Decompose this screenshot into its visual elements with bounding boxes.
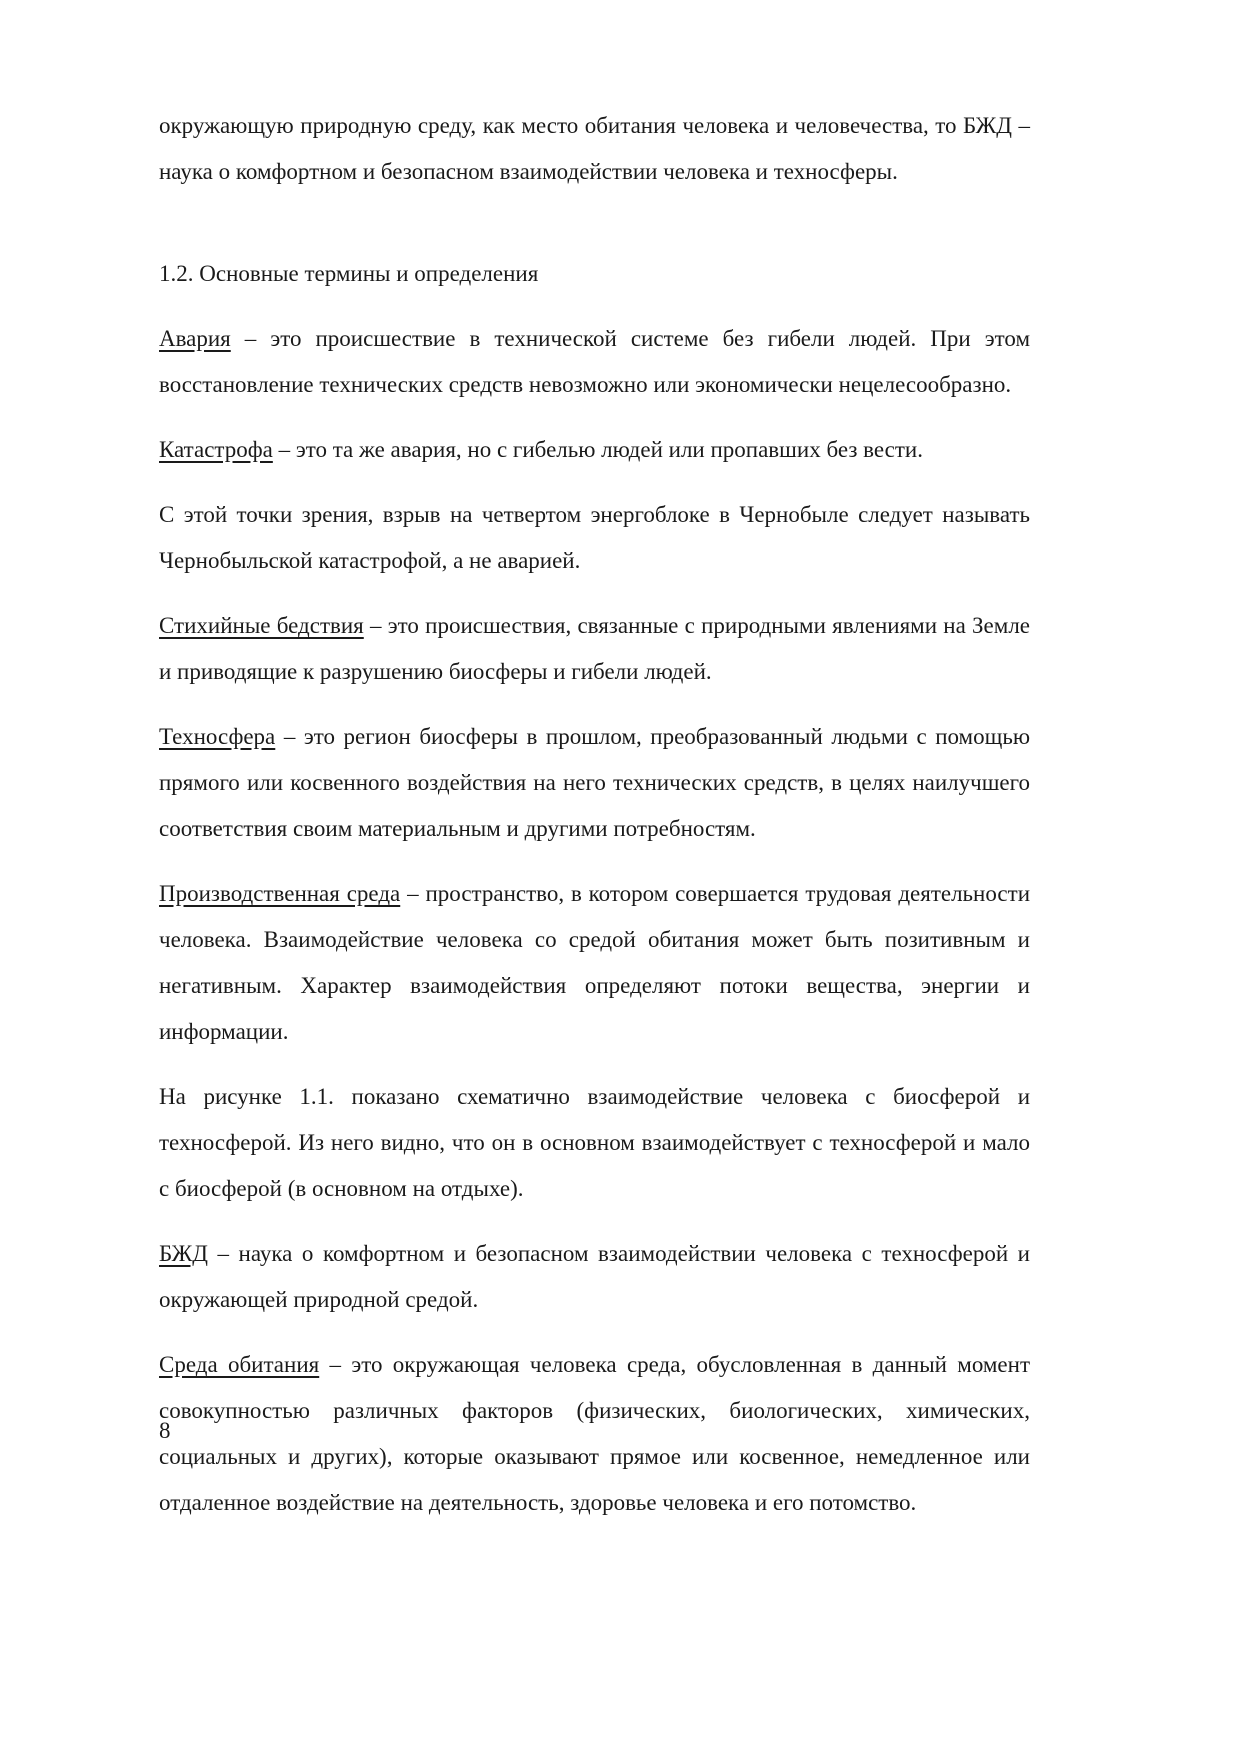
term-underlined: Авария — [159, 326, 231, 351]
intro-text: окружающую природную среду, как место обитания человека и человечества, то БЖД – наука о комфортном и безопасном взаимодействии человека и техносферы. — [159, 113, 1030, 184]
paragraph-stihiynye-bedstviya — [159, 603, 1030, 695]
paragraph-text: – это регион биосферы в прошлом, преобразованный людьми с помощью прямого или косвенного воздействия на него технических средств, в целях наилучшего соответствия своим материальным и другими потребностям. — [159, 724, 1030, 841]
term-underlined: Катастрофа — [159, 437, 273, 462]
paragraph-text: На рисунке 1.1. показано схематично взаимодействие человека с биосферой и техносферой. Из него видно, что он в основном взаимодействует с техносферой и мало с биосферой (в основном на отдыхе). — [159, 1084, 1030, 1201]
paragraph-sreda-obitaniya — [159, 1342, 1030, 1526]
paragraph-bzhd — [159, 1231, 1030, 1323]
term-underlined: БЖД — [159, 1241, 208, 1266]
paragraph-tehnosfera — [159, 714, 1030, 852]
term-underlined: Производственная среда — [159, 881, 401, 906]
paragraph-text: – это та же авария, но с гибелью людей или пропавших без вести. — [272, 437, 923, 462]
paragraph-katastrofa — [159, 427, 1030, 473]
term-underlined: Стихийные бедствия — [159, 613, 364, 638]
paragraph-avaria — [159, 316, 1030, 408]
paragraph-text: – это происшествия, связанные с природными явлениями на Земле и приводящие к разрушению биосферы и гибели людей. — [159, 613, 1031, 684]
paragraph-text: – наука о комфортном и безопасном взаимодействии человека с техносферой и окружающей природной средой. — [159, 1241, 1030, 1312]
paragraph-text: – пространство, в котором совершается трудовая деятельности человека. Взаимодействие человека со средой обитания может быть позитивным и негативным. Характер взаимодействия определяют потоки вещества, энергии и информации. — [159, 881, 1030, 1044]
intro-paragraph — [159, 103, 1030, 195]
paragraph-risunok — [159, 1074, 1030, 1212]
term-underlined: Техносфера — [159, 724, 276, 749]
page-number: 8 — [159, 1418, 171, 1443]
paragraph-text: – это окружающая человека среда, обусловленная в данный момент совокупностью различных факторов (физических, биологических, химических, социальных и других), которые оказывают прямое или косвенное, немедленное или отдаленное воздействие на деятельность, здоровье человека и его потомство. — [159, 1352, 1031, 1515]
paragraph-text: С этой точки зрения, взрыв на четвертом энергоблоке в Чернобыле следует называть Чернобыльской катастрофой, а не аварией. — [159, 502, 1030, 573]
paragraph-chernobyl — [159, 492, 1030, 584]
term-underlined: Среда обитания — [159, 1352, 320, 1377]
paragraph-text: – это происшествие в технической системе без гибели людей. При этом восстановление технических средств невозможно или экономически нецелесообразно. — [159, 326, 1030, 397]
section-heading: 1.2. Основные термины и определения — [159, 261, 539, 286]
paragraph-proizvodstvennaya-sreda — [159, 871, 1030, 1055]
